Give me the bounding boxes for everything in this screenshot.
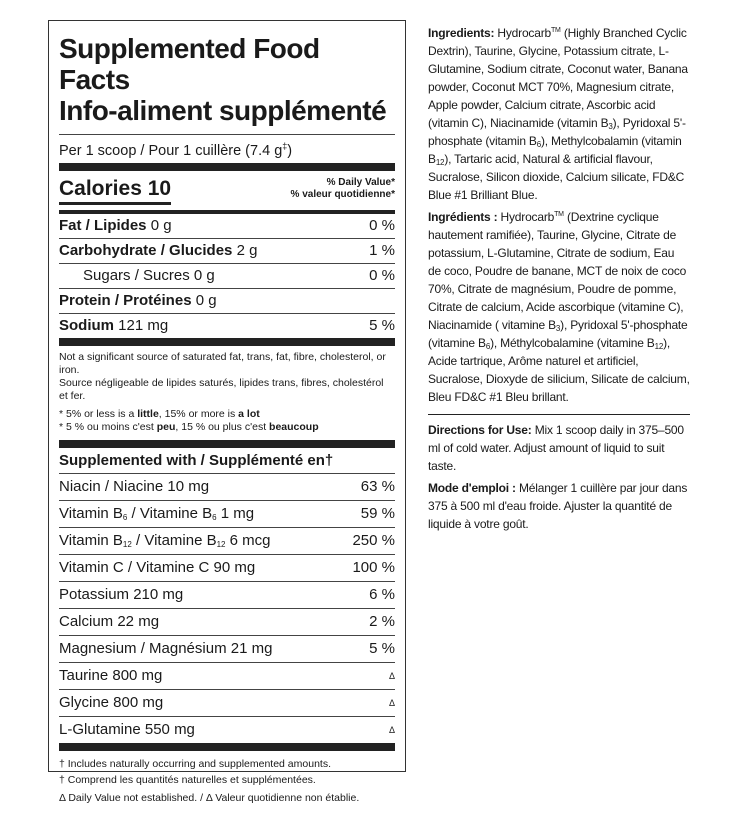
ingredients-directions-column bbox=[428, 24, 690, 533]
directions-en bbox=[428, 421, 690, 475]
ingredients-fr-label: Ingrédients : bbox=[428, 210, 498, 224]
serving-size: Per 1 scoop / Pour 1 cuillère (7.4 g‡) bbox=[59, 141, 293, 159]
supplement-label: Calcium 22 mg bbox=[59, 613, 160, 631]
supplement-row bbox=[59, 636, 395, 663]
footnote-dagger-fr: † Comprend les quantités naturelles et supplémentées. bbox=[59, 773, 316, 786]
supplement-label: Vitamin $B_{12}$ / Vitamine $B_{12}$ 6 mcg bbox=[59, 532, 271, 550]
supplement-label: Vitamin C / Vitamine C 90 mg bbox=[59, 559, 256, 577]
supplement-dv: 59 % bbox=[360, 505, 395, 523]
insignificant-note bbox=[59, 346, 395, 403]
supplement-dv: Δ bbox=[388, 724, 395, 735]
directions-fr-text: Mélanger 1 cuillère par jour dans 375 à 500 ml d'eau froide. Ajuster la quantité de liquide à votre goût. bbox=[428, 481, 688, 531]
insignificant-note-en: Not a significant source of saturated fat, trans, fat, fibre, cholesterol, or iron. bbox=[59, 350, 386, 376]
supplement-dv: 100 % bbox=[352, 559, 395, 577]
nutrient-row-carbohydrate bbox=[59, 239, 395, 264]
supplement-row bbox=[59, 609, 395, 636]
nutrient-amount: 0 g bbox=[150, 217, 172, 235]
supplement-dv: 250 % bbox=[352, 532, 395, 550]
supplement-label: Magnesium / Magnésium 21 mg bbox=[59, 640, 273, 658]
percent-guide: * 5% or less is a little, 15% or more is a lot * 5 % ou moins c'est peu, 15 % ou plus c'est beaucoup bbox=[59, 407, 319, 433]
supplement-row bbox=[59, 663, 395, 690]
supplement-label: L-Glutamine 550 mg bbox=[59, 721, 195, 739]
nutrient-label: Sodium bbox=[59, 317, 114, 335]
nutrient-row-fat bbox=[59, 214, 395, 239]
supplemented-header: Supplemented with / Supplémenté en† bbox=[59, 448, 395, 474]
supplement-row bbox=[59, 582, 395, 609]
insignificant-note-fr: Source négligeable de lipides saturés, lipides trans, fibres, cholestérol et fer. bbox=[59, 376, 384, 402]
ingredients-fr: Ingrédients : Hydrocarb™ (Dextrine cyclique hautement ramifiée), Taurine, Glycine, Citrate de potassium, L-Glutamine, Citrate de sodium, Eau de coco, Poudre de banane, MCT de noix de coco 70%, Citrate de magnésium, Poudre de pomme, Citrate de calcium, Acide ascorbique (vitamine C), Niacinamide ( vitamine $B_3$), Pyridoxal 5'-phosphate (vitamine $B_6$), Méthylcobalamine (vitamine $B_{12}$), Acide tartrique, Arôme naturel et artificiel, Sucralose, Dioxyde de silicium, Silicate de calcium, Bleu FD&C #1 Bleu brillant. bbox=[428, 210, 690, 404]
nutrient-dv: 0 % bbox=[369, 217, 395, 235]
supplement-row bbox=[59, 690, 395, 717]
nutrient-row-protein bbox=[59, 289, 395, 314]
nutrient-label: Carbohydrate / Glucides bbox=[59, 242, 233, 260]
supplement-row bbox=[59, 555, 395, 582]
nutrient-label: Fat / Lipides bbox=[59, 217, 147, 235]
nutrition-facts-panel bbox=[48, 20, 406, 804]
supplement-row bbox=[59, 501, 395, 528]
directions-en-label: Directions for Use: bbox=[428, 423, 532, 437]
directions-en-text: Mix 1 scoop daily in 375–500 ml of cold water. Adjust amount of liquid to suit taste. bbox=[428, 423, 684, 473]
footnotes bbox=[59, 751, 395, 805]
supplement-row bbox=[59, 528, 395, 555]
dv-header-en: % Daily Value* bbox=[326, 176, 395, 188]
nutrient-dv: 0 % bbox=[369, 267, 395, 285]
supplement-dv: 2 % bbox=[369, 613, 395, 631]
supplement-dv: 63 % bbox=[360, 478, 395, 496]
supplement-label: Taurine 800 mg bbox=[59, 667, 163, 685]
nutrient-amount: 2 g bbox=[236, 242, 258, 260]
footnote-dagger-en: † Includes naturally occurring and supplemented amounts. bbox=[59, 757, 331, 770]
nutrient-dv: 1 % bbox=[369, 242, 395, 260]
facts-title-fr: Info-aliment supplémenté bbox=[59, 95, 387, 126]
supplement-row bbox=[59, 474, 395, 501]
calories: Calories 10 bbox=[59, 177, 171, 205]
supplement-label: Glycine 800 mg bbox=[59, 694, 164, 712]
ingredients-en: Ingredients: Hydrocarb™ (Highly Branched Cyclic Dextrin), Taurine, Glycine, Potassium citrate, L-Glutamine, Sodium citrate, Coconut water, Banana powder, Coconut MCT 70%, Magnesium citrate, Apple powder, Calcium citrate, Ascorbic acid (vitamin C), Niacinamide (vitamin $B_3$), Pyridoxal 5'-phosphate (vitamin $B_6$), Methylcobalamin (vitamin $B_{12}$), Tartaric acid, Natural & artificial flavour, Sucralose, Silicon dioxide, Calcium silicate, FD&C Blue #1 Brilliant Blue. bbox=[428, 26, 688, 202]
nutrient-dv: 5 % bbox=[369, 317, 395, 335]
nutrient-row-sodium bbox=[59, 314, 395, 338]
supplement-label: Potassium 210 mg bbox=[59, 586, 184, 604]
supplement-label: Vitamin $B_6$ / Vitamine $B_6$ 1 mg bbox=[59, 505, 255, 523]
supplement-label: Niacin / Niacine 10 mg bbox=[59, 478, 210, 496]
nutrient-label: Sugars / Sucres 0 g bbox=[83, 267, 215, 285]
supplement-dv: Δ bbox=[388, 670, 395, 681]
ingredients-en-label: Ingredients: bbox=[428, 26, 495, 40]
footnote-delta: Δ Daily Value not established. / Δ Valeur quotidienne non établie. bbox=[59, 791, 360, 804]
nutrient-label: Protein / Protéines bbox=[59, 292, 192, 310]
supplement-dv: 6 % bbox=[369, 586, 395, 604]
directions-fr-label: Mode d'emploi : bbox=[428, 481, 516, 495]
nutrient-amount: 0 g bbox=[195, 292, 217, 310]
directions-fr bbox=[428, 479, 690, 533]
nutrient-row-sugars bbox=[59, 264, 395, 289]
dv-header-fr: % valeur quotidienne* bbox=[290, 188, 395, 200]
supplement-dv: 5 % bbox=[369, 640, 395, 658]
facts-title-en: Supplemented Food Facts bbox=[59, 33, 320, 95]
supplement-dv: Δ bbox=[388, 697, 395, 708]
supplement-row bbox=[59, 717, 395, 743]
nutrient-amount: 121 mg bbox=[118, 317, 169, 335]
calories-row bbox=[59, 171, 395, 210]
